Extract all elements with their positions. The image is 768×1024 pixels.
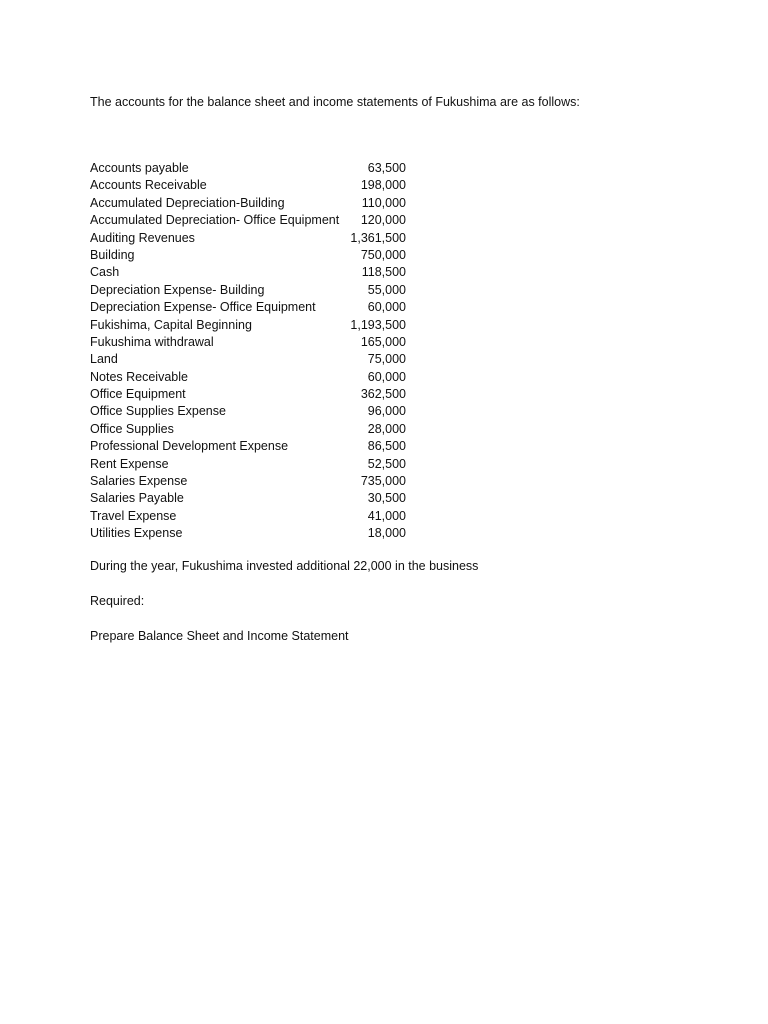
account-amount: 18,000 (367, 526, 406, 541)
task-instruction: Prepare Balance Sheet and Income Statement (90, 629, 349, 643)
account-name: Depreciation Expense- Building (90, 282, 265, 297)
account-row (90, 386, 408, 403)
account-row (90, 490, 408, 507)
account-name: Fukushima withdrawal (90, 334, 214, 349)
account-row (90, 317, 408, 334)
account-name: Office Equipment (90, 387, 186, 402)
account-row (90, 421, 408, 438)
account-amount: 750,000 (360, 247, 406, 262)
account-row (90, 177, 408, 194)
intro-text: The accounts for the balance sheet and income statements of Fukushima are as follows: (90, 95, 580, 109)
account-amount: 60,000 (367, 300, 406, 315)
account-row (90, 473, 408, 490)
account-amount: 118,500 (361, 265, 406, 280)
account-amount: 1,193,500 (350, 317, 406, 332)
account-name: Office Supplies Expense (90, 404, 226, 419)
required-label: Required: (90, 594, 145, 608)
account-amount: 1,361,500 (350, 230, 406, 245)
account-name: Fukishima, Capital Beginning (90, 317, 252, 332)
account-name: Cash (90, 265, 120, 280)
account-name: Professional Development Expense (90, 439, 289, 454)
account-name: Travel Expense (90, 508, 177, 523)
account-amount: 41,000 (367, 508, 406, 523)
account-amount: 63,500 (367, 161, 406, 175)
account-row (90, 282, 408, 299)
account-name: Utilities Expense (90, 526, 183, 541)
account-row (90, 195, 408, 212)
account-name: Salaries Expense (90, 474, 188, 489)
account-name: Accounts payable (90, 161, 189, 175)
account-amount: 110,000 (361, 195, 406, 210)
accounts-list (90, 160, 408, 543)
account-amount: 30,500 (367, 491, 406, 506)
account-amount: 120,000 (360, 213, 406, 228)
account-amount: 735,000 (360, 474, 406, 489)
account-row (90, 456, 408, 473)
account-name: Rent Expense (90, 456, 169, 471)
account-name: Building (90, 247, 135, 262)
account-name: Land (90, 352, 118, 367)
account-row (90, 334, 408, 351)
account-name: Auditing Revenues (90, 230, 195, 245)
account-row (90, 525, 408, 542)
account-row (90, 160, 408, 177)
account-amount: 362,500 (360, 387, 406, 402)
account-row (90, 369, 408, 386)
account-amount: 28,000 (367, 421, 406, 436)
account-amount: 60,000 (367, 369, 406, 384)
account-name: Depreciation Expense- Office Equipment (90, 300, 316, 315)
account-row (90, 212, 408, 229)
account-amount: 75,000 (367, 352, 406, 367)
account-amount: 55,000 (367, 282, 406, 297)
account-amount: 52,500 (367, 456, 406, 471)
account-row (90, 230, 408, 247)
account-name: Office Supplies (90, 421, 174, 436)
account-row (90, 351, 408, 368)
account-row (90, 403, 408, 420)
account-name: Accumulated Depreciation-Building (90, 195, 285, 210)
account-row (90, 247, 408, 264)
account-name: Salaries Payable (90, 491, 184, 506)
account-row (90, 299, 408, 316)
investment-note: During the year, Fukushima invested additional 22,000 in the business (90, 559, 479, 573)
account-amount: 86,500 (367, 439, 406, 454)
account-amount: 198,000 (360, 178, 406, 193)
account-name: Notes Receivable (90, 369, 188, 384)
account-name: Accumulated Depreciation- Office Equipment (90, 213, 340, 228)
account-row (90, 508, 408, 525)
account-amount: 165,000 (360, 334, 406, 349)
account-row (90, 438, 408, 455)
account-row (90, 264, 408, 281)
account-name: Accounts Receivable (90, 178, 207, 193)
account-amount: 96,000 (367, 404, 406, 419)
